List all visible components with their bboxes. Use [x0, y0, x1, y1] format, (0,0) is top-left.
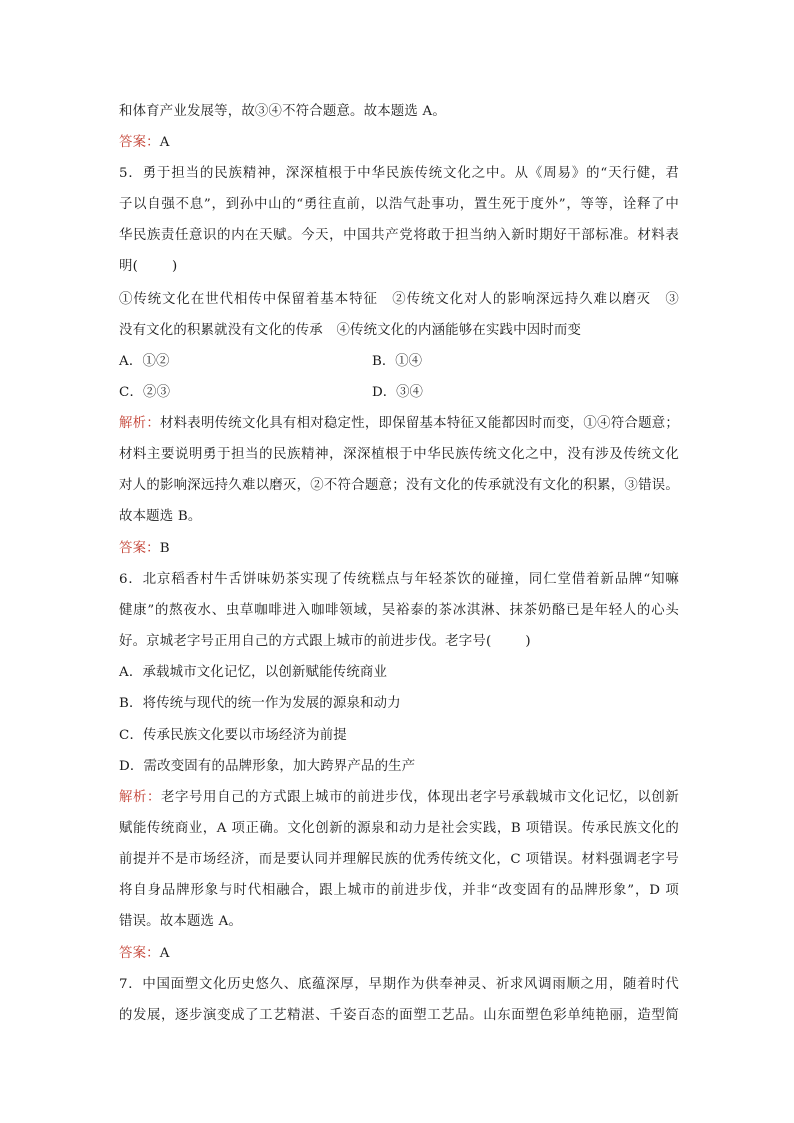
q6-stem-line-1: 6．北京稻香村牛舌饼味奶茶实现了传统糕点与年轻茶饮的碰撞，同仁堂借着新品牌“知嘛 — [119, 572, 679, 587]
answer-value: B — [159, 541, 170, 556]
q6-explanation-line-4: 将自身品牌形象与时代相融合，跟上城市的前进步伐，并非“改变固有的品牌形象”，D 项 — [119, 883, 679, 898]
q5-explanation-line-2: 材料主要说明勇于担当的民族精神，深深植根于中华民族传统文化之中，没有涉及传统文化 — [119, 447, 679, 462]
q5-blank-close: ) — [172, 259, 178, 274]
q6-explanation-line-2: 赋能传统商业，A 项正确。文化创新的源泉和动力是社会实践，B 项错误。传承民族文化的 — [119, 821, 679, 836]
q4-explanation-tail: 和体育产业发展等，故③④不符合题意。故本题选 A。 — [119, 104, 446, 119]
q6-answer — [119, 944, 679, 964]
q5-stem-line-3: 华民族责任意识的内在天赋。今天，中国共产党将敢于担当纳入新时期好干部标准。材料表 — [119, 228, 679, 243]
explanation-label: 解析： — [119, 790, 162, 805]
q5-explanation-line-4: 故本题选 B。 — [119, 509, 202, 524]
q6-option-c: C．传承民族文化要以市场经济为前提 — [119, 728, 347, 743]
answer-label: 答案： — [119, 946, 160, 961]
q5-explanation-line-1: 解析：材料表明传统文化具有相对稳定性，即保留基本特征又能都因时而变，①④符合题意； — [119, 416, 679, 431]
q5-stem-line-2: 子以自强不息”，到孙中山的“勇往直前，以浩气赴事功，置生死于度外”，等等，诠释了中 — [119, 197, 679, 212]
q5-option-d: D．③④ — [372, 385, 423, 400]
answer-label: 答案： — [119, 135, 160, 150]
answer-value: A — [159, 946, 170, 961]
answer-value: A — [159, 135, 170, 150]
q6-option-d: D．需改变固有的品牌形象，加大跨界产品的生产 — [119, 759, 416, 774]
q6-explanation-line-1: 解析：老字号用自己的方式跟上城市的前进步伐，体现出老字号承载城市文化记忆，以创新 — [119, 790, 679, 805]
q6-explanation-line-3: 前提并不是市场经济，而是要认同并理解民族的优秀传统文化，C 项错误。材料强调老字号 — [119, 852, 679, 867]
q6-option-b: B．将传统与现代的统一作为发展的源泉和动力 — [119, 696, 401, 711]
q4-answer — [119, 133, 679, 153]
q7-stem-line-1: 7．中国面塑文化历史悠久、底蕴深厚，早期作为供奉神灵、祈求风调雨顺之用，随着时代 — [119, 977, 679, 992]
q5-stem-line-4 — [119, 257, 679, 277]
q5-statements-line-2: 没有文化的积累就没有文化的传承 ④传统文化的内涵能够在实践中因时而变 — [119, 323, 582, 338]
q6-stem-line-2: 健康”的熬夜水、虫草咖啡进入咖啡领域，吴裕泰的茶冰淇淋、抹茶奶酪已是年轻人的心头 — [119, 603, 679, 618]
answer-label: 答案： — [119, 541, 160, 556]
q5-stem-line-1: 5．勇于担当的民族精神，深深植根于中华民族传统文化之中。从《周易》的“天行健，君 — [119, 166, 679, 181]
q5-option-b: B．①④ — [372, 354, 423, 369]
q5-option-c: C．②③ — [119, 385, 171, 400]
q5-blank-open: 明( — [119, 259, 139, 274]
q5-statements-line-1: ①传统文化在世代相传中保留着基本特征 ②传统文化对人的影响深远持久难以磨灭 ③ — [119, 292, 679, 307]
q6-option-a: A．承载城市文化记忆，以创新赋能传统商业 — [119, 665, 388, 680]
q5-explanation-line-3: 对人的影响深远持久难以磨灭，②不符合题意；没有文化的传承就没有文化的积累，③错误。 — [119, 478, 679, 493]
q5-option-a: A．①② — [119, 354, 170, 369]
q5-answer — [119, 539, 679, 559]
q7-stem-line-2: 的发展，逐步演变成了工艺精湛、千姿百态的面塑工艺品。山东面塑色彩单纯艳丽，造型简 — [119, 1008, 679, 1023]
q6-explanation-line-5: 错误。故本题选 A。 — [119, 914, 243, 929]
explanation-label: 解析： — [119, 416, 160, 431]
q6-stem-line-3: 好。京城老字号正用自己的方式跟上城市的前进步伐。老字号( ) — [119, 634, 531, 649]
